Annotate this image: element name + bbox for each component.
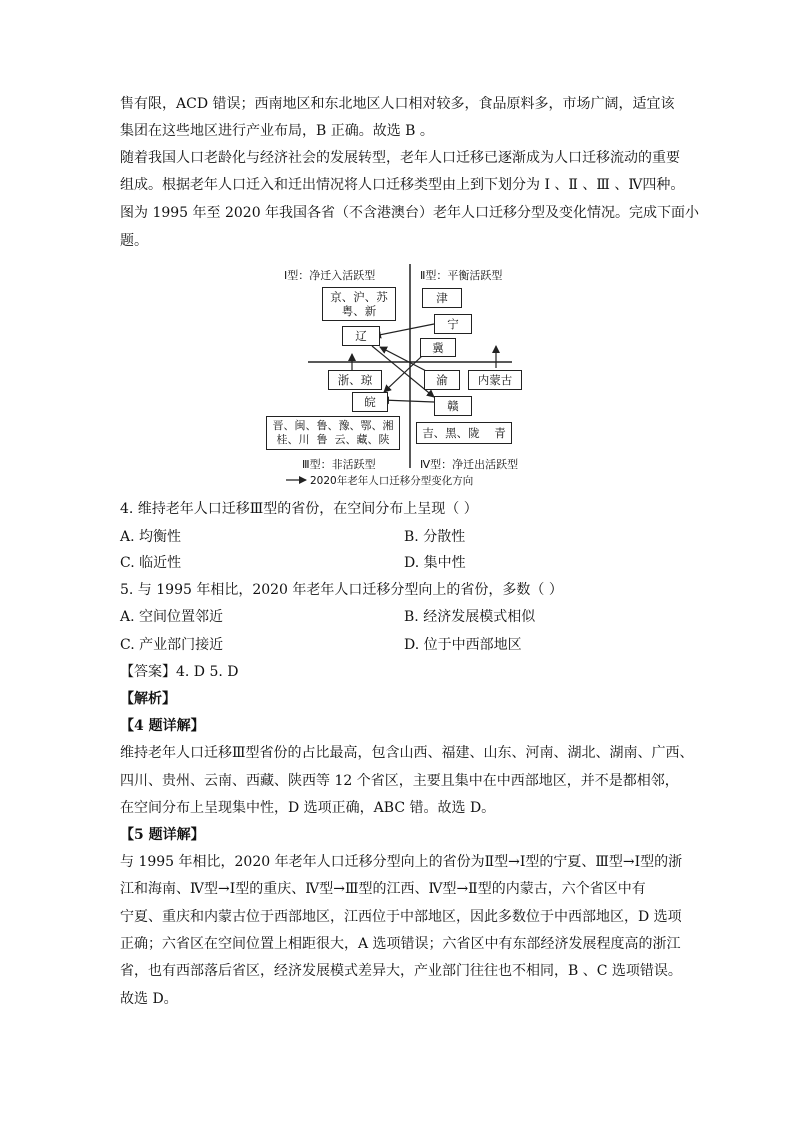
text-line: 题。	[120, 233, 148, 249]
q4-detail-line: 维持老年人口迁移Ⅲ型省份的占比最高，包含山西、福建、山东、河南、湖北、湖南、广西、	[120, 745, 694, 761]
text-line: 集团在这些地区进行产业布局，B 正确。故选 B 。	[120, 123, 434, 139]
q5-detail-line: 省，也有西部落后省区，经济发展模式差异大，产业部门往往也不相同，B 、C 选项错误。	[120, 963, 682, 979]
box-yu: 渝	[424, 370, 460, 390]
q5-detail-line: 宁夏、重庆和内蒙古位于西部地区，江西位于中部地区，因此多数位于中西部地区，D 选项	[120, 909, 682, 925]
q4-option-d: D. 集中性	[404, 555, 466, 571]
arrow-ning-to-liao	[374, 324, 434, 336]
q4-option-b: B. 分散性	[404, 529, 466, 545]
box-ji: 冀	[420, 338, 456, 357]
text-line: 售有限，ACD 错误；西南地区和东北地区人口相对较多，食品原料多，市场广阔，适宜该	[120, 96, 675, 112]
q4-stem: 4. 维持老年人口迁移Ⅲ型的省份，在空间分布上呈现（ ）	[120, 501, 478, 517]
q5-detail-line: 正确；六省区在空间位置上相距很大，A 选项错误；六省区中有东部经济发展程度高的浙江	[120, 936, 681, 952]
q5-option-b: B. 经济发展模式相似	[404, 609, 536, 625]
analysis-heading: 【解析】	[120, 691, 176, 707]
quadrant-label-1: Ⅰ型：净迁入活跃型	[284, 269, 376, 282]
q5-detail-heading: 【5 题详解】	[120, 827, 205, 843]
q4-option-c: C. 临近性	[120, 555, 182, 571]
box-group-type4: 吉、黑、陇 青	[416, 422, 512, 444]
quadrant-label-3: Ⅲ型：非活跃型	[302, 458, 376, 471]
text-line: 随着我国人口老龄化与经济社会的发展转型，老年人口迁移已逐渐成为人口迁移流动的重要	[120, 150, 680, 166]
q5-detail-line: 江和海南、Ⅳ型→Ⅰ型的重庆、Ⅳ型→Ⅲ型的江西、Ⅳ型→Ⅱ型的内蒙古，六个省区中有	[120, 881, 646, 897]
text-line: 图为 1995 年至 2020 年我国各省（不含港澳台）老年人口迁移分型及变化情况。完成下面小	[120, 205, 700, 221]
arrow-gan-to-wan	[382, 400, 434, 402]
q5-stem: 5. 与 1995 年相比，2020 年老年人口迁移分型向上的省份，多数（ ）	[120, 582, 563, 598]
quadrant-label-2: Ⅱ型：平衡活跃型	[420, 269, 503, 282]
answer-line: 【答案】4. D 5. D	[120, 664, 239, 680]
box-jing-hu-su-yue-xin: 京、沪、苏 粤、新	[322, 287, 396, 321]
q5-detail-line: 与 1995 年相比，2020 年老年人口迁移分型向上的省份为Ⅱ型→Ⅰ型的宁夏、Ⅲ型→Ⅰ型的浙	[120, 854, 683, 870]
q5-option-c: C. 产业部门接近	[120, 637, 224, 653]
q4-detail-line: 在空间分布上呈现集中性，D 选项正确，ABC 错。故选 D。	[120, 800, 496, 816]
quadrant-label-4: Ⅳ型：净迁出活跃型	[420, 458, 519, 471]
box-group-type3: 晋、闽、鲁、豫、鄂、湘 桂、川 鲁 云、藏、陕	[266, 416, 400, 450]
box-zhe-qiong: 浙、琼	[328, 370, 382, 390]
q4-option-a: A. 均衡性	[120, 529, 182, 545]
q5-detail-line: 故选 D。	[120, 991, 178, 1007]
q4-detail-line: 四川、贵州、云南、西藏、陕西等 12 个省区，主要且集中在中西部地区，并不是都相邻，	[120, 773, 679, 789]
q5-option-d: D. 位于中西部地区	[404, 637, 522, 653]
box-ning: 宁	[434, 314, 472, 334]
box-liao: 辽	[342, 326, 380, 346]
q4-detail-heading: 【4 题详解】	[120, 718, 205, 734]
box-jin: 津	[422, 288, 462, 308]
text-line: 组成。根据老年人口迁入和迁出情况将人口迁移类型由上到下划分为 Ⅰ 、Ⅱ 、Ⅲ 、Ⅳ四种。	[120, 177, 685, 193]
box-gan: 赣	[434, 396, 472, 416]
box-wan: 皖	[352, 392, 388, 412]
migration-diagram	[262, 262, 542, 490]
diagram-legend: 2020年老年人口迁移分型变化方向	[310, 475, 474, 487]
box-neimenggu: 内蒙古	[468, 370, 522, 390]
q5-option-a: A. 空间位置邻近	[120, 609, 224, 625]
